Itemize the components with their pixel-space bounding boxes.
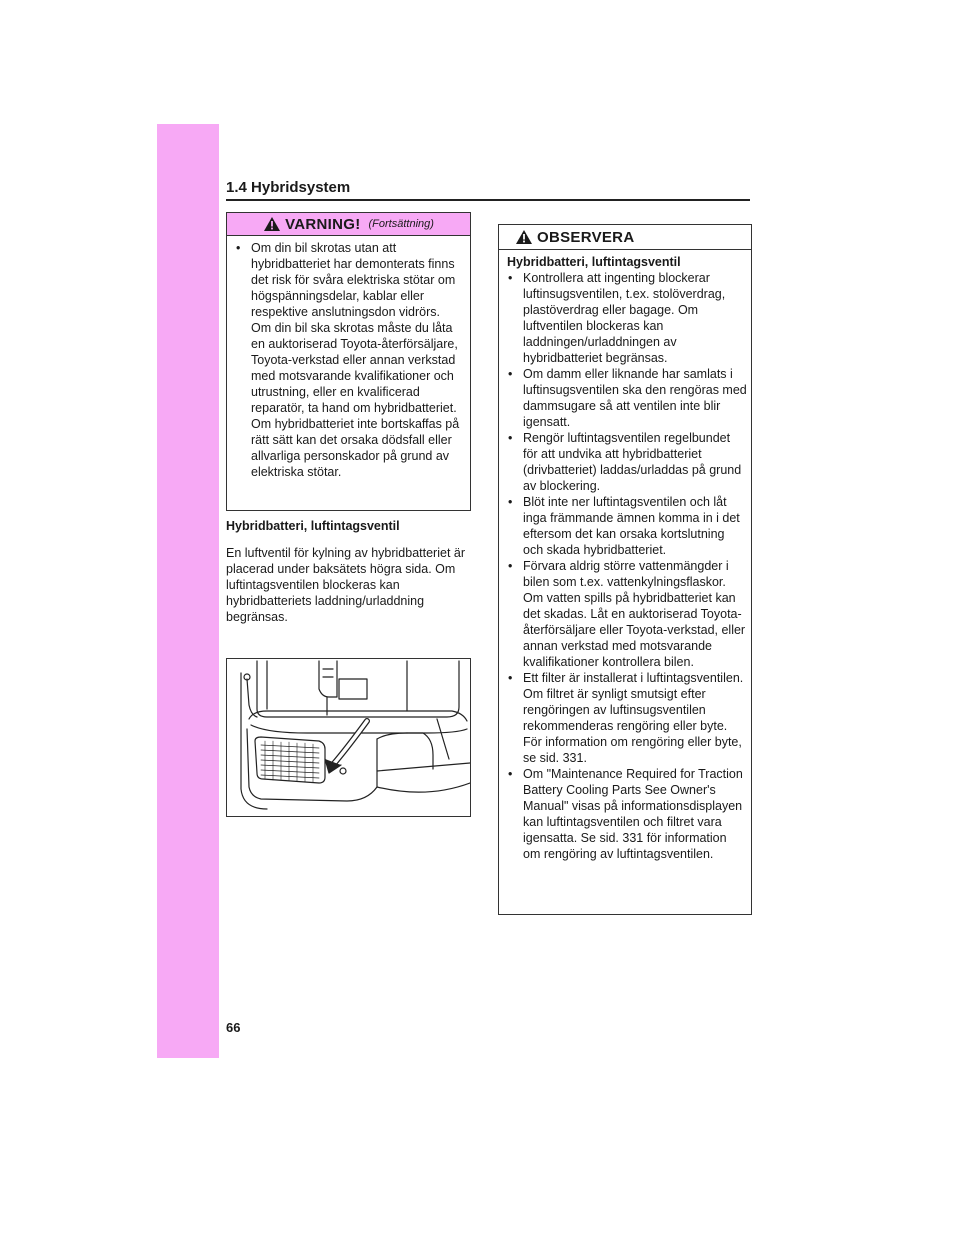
notice-title: OBSERVERA bbox=[537, 228, 635, 246]
notice-header bbox=[499, 225, 751, 250]
warning-body bbox=[227, 236, 470, 480]
notice-bullet: • Kontrollera att ingenting blockerar luftinsugsventilen, t.ex. stolöverdrag, plastöverdrag eller bagage. Om luftventilen blockeras kan laddningen/urladdningen av hybridbatteriet begränsas. bbox=[507, 270, 747, 366]
warning-subtitle: (Fortsättning) bbox=[368, 218, 434, 230]
section-title: 1.4 Hybridsystem bbox=[226, 179, 351, 196]
notice-box bbox=[498, 224, 752, 915]
notice-bullet: • Blöt inte ner luftintagsventilen och låt inga främmande ämnen komma in i det eftersom det kan orsaka kortslutning och skada hybridbatteriet. bbox=[507, 494, 747, 558]
notice-bullet: • Om damm eller liknande har samlats i luftinsugsventilen ska den rengöras med dammsugare så att ventilen inte blir igensatt. bbox=[507, 366, 747, 430]
notice-bullet: • Ett filter är installerat i luftintagsventilen. Om filtret är synligt smutsigt efter rengöringen av luftinsugsventilen rekommenderas rengöring eller byte. För information om rengöring eller byte, se sid. 331. bbox=[507, 670, 747, 766]
warning-title: VARNING! bbox=[285, 215, 361, 233]
warning-triangle-icon bbox=[263, 216, 281, 232]
warning-triangle-icon bbox=[515, 229, 533, 245]
notice-bullet: • Rengör luftintagsventilen regelbundet för att undvika att hybridbatteriet (drivbatteriet) laddas/urladdas på grund av blockering. bbox=[507, 430, 747, 494]
notice-bullet: • Om "Maintenance Required for Traction Battery Cooling Parts See Owner's Manual" visas på informationsdisplayen kan luftintagsventilen och filtret vara igensatta. Se sid. 331 för information om rengöring av luftintagsventilen. bbox=[507, 766, 747, 862]
notice-heading: Hybridbatteri, luftintagsventil bbox=[507, 255, 681, 269]
warning-box bbox=[226, 212, 471, 511]
warning-header bbox=[227, 213, 470, 236]
notice-bullet: • Förvara aldrig större vattenmängder i bilen som t.ex. vattenkylningsflaskor. Om vatten spills på hybridbatteriet kan det skadas. Låt en auktoriserad Toyota-återförsäljare eller Toyota-verkstad, eller annan verkstad med motsvarande kvalifikationer kontrollera bilen. bbox=[507, 558, 747, 670]
notice-body bbox=[499, 250, 751, 862]
warning-bullet: • Om din bil skrotas utan att hybridbatteriet har demonterats finns det risk för svåra elektriska stötar om högspänningsdelar, kablar eller respektive anslutningsdon vidrörs. Om din bil ska skrotas måste du låta en auktoriserad Toyota-återförsäljare, Toyota-verkstad eller annan verkstad med motsvarande kvalifikationer och utrustning, eller en kvalificerad reparatör, ta hand om hybridbatteriet. Om hybridbatteriet inte bortskaffas på rätt sätt kan det orsaka dödsfall eller allvarliga personskador på grund av elektriska stötar. bbox=[235, 240, 462, 480]
body-paragraph: En luftventil för kylning av hybridbatteriet är placerad under baksätets högra sida. Om luftintagsventilen blockeras kan hybridbatteriets laddning/urladdning begränsas. bbox=[226, 546, 466, 624]
rear-seat-vent-illustration bbox=[226, 658, 471, 817]
sidebar-color-tab bbox=[157, 124, 219, 1058]
section-divider bbox=[226, 199, 750, 201]
section-heading: Hybridbatteri, luftintagsventil bbox=[226, 519, 400, 533]
page-number: 66 bbox=[226, 1020, 241, 1035]
